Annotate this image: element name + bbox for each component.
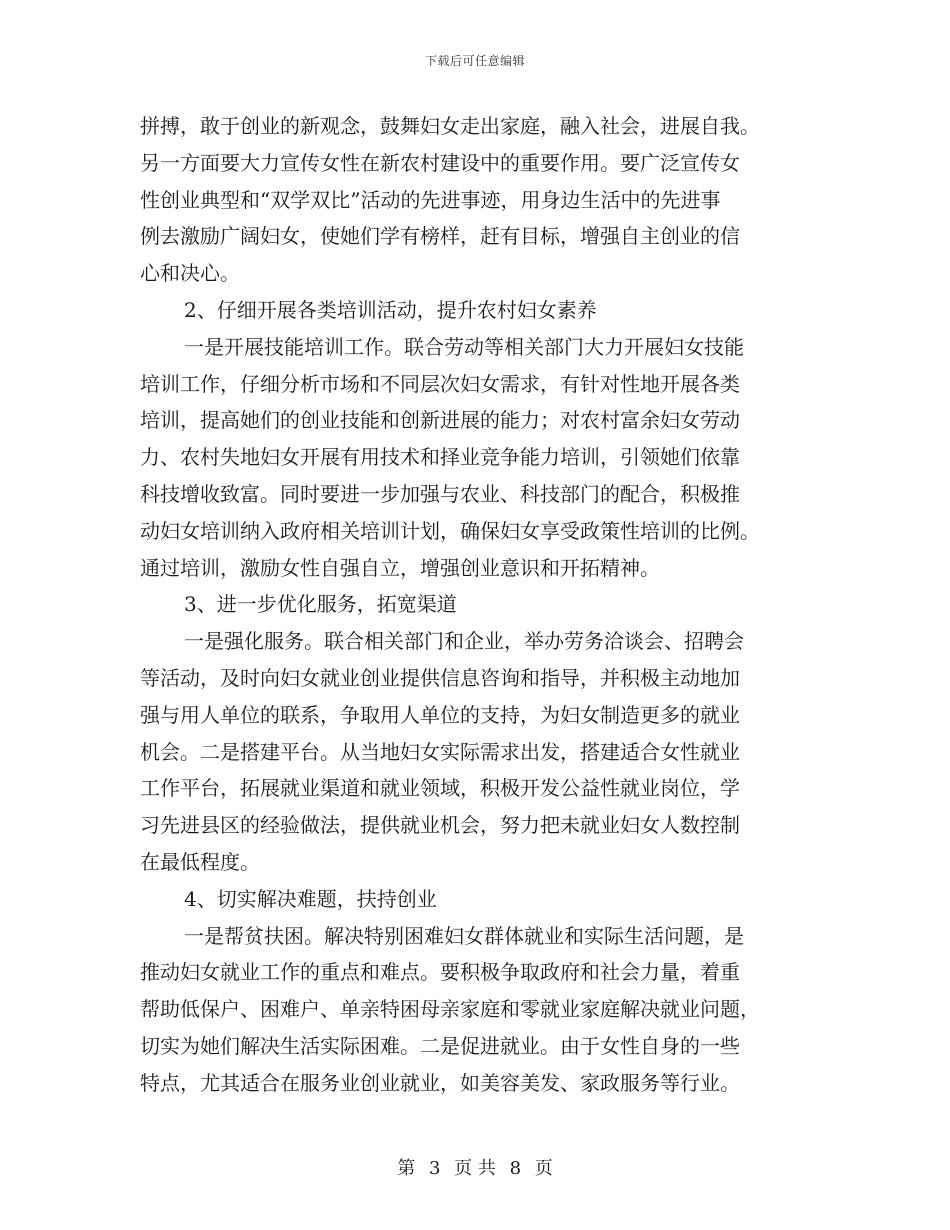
text-line: 例去激励广阔妇女，使她们学有榜样，赶有目标，增强自主创业的信 — [140, 224, 740, 249]
text-line: 特点，尤其适合在服务业创业就业，如美容美发、家政服务等行业。 — [140, 1070, 740, 1095]
text-line: 一是强化服务。联合相关部门和企业，举办劳务洽谈会、招聘会 — [184, 629, 744, 654]
section-heading — [140, 586, 820, 623]
text-line: 一是开展技能培训工作。联合劳动等相关部门大力开展妇女技能 — [184, 334, 744, 359]
text-line: 在最低程度。 — [140, 849, 260, 874]
footer-suffix: 页 — [534, 1158, 553, 1179]
document-body — [140, 108, 820, 1102]
paragraph — [140, 329, 820, 587]
text-line: 2、仔细开展各类培训活动，提升农村妇女素养 — [184, 297, 597, 322]
footer-prefix: 第 — [397, 1158, 416, 1179]
paragraph — [140, 918, 820, 1102]
text-line: 另一方面要大力宣传女性在新农村建设中的重要作用。要广泛宣传女 — [140, 150, 740, 175]
text-line: 习先进县区的经验做法，提供就业机会，努力把未就业妇女人数控制 — [140, 813, 740, 838]
text-line: 工作平台，拓展就业渠道和就业领域，积极开发公益性就业岗位，学 — [140, 776, 740, 801]
text-line: 4、切实解决难题，扶持创业 — [184, 886, 437, 911]
footer-page-number: 3 — [428, 1158, 441, 1179]
paragraph — [140, 108, 820, 292]
text-line: 3、进一步优化服务，拓宽渠道 — [184, 592, 457, 617]
text-line: 培训工作，仔细分析市场和不同层次妇女需求，有针对性地开展各类 — [140, 371, 740, 396]
text-line: 切实为她们解决生活实际困难。二是促进就业。由于女性自身的一些 — [140, 1033, 740, 1058]
footer-total-pages: 8 — [509, 1158, 522, 1179]
section-heading — [140, 292, 820, 329]
text-line: 心和决心。 — [140, 261, 240, 286]
text-line: 推动妇女就业工作的重点和难点。要积极争取政府和社会力量，着重 — [140, 960, 740, 985]
text-line: 一是帮贫扶困。解决特别困难妇女群体就业和实际生活问题，是 — [184, 923, 744, 948]
text-line: 培训，提高她们的创业技能和创新进展的能力；对农村富余妇女劳动 — [140, 408, 740, 433]
text-line: 机会。二是搭建平台。从当地妇女实际需求出发，搭建适合女性就业 — [140, 739, 740, 764]
text-line: 拼搏，敢于创业的新观念，鼓舞妇女走出家庭，融入社会，进展自我。 — [140, 114, 760, 138]
text-line: 通过培训，激励女性自强自立，增强创业意识和开拓精神。 — [140, 555, 660, 580]
paragraph — [140, 623, 820, 881]
text-line: 帮助低保户、困难户、单亲特困母亲家庭和零就业家庭解决就业问题， — [140, 997, 760, 1022]
page-footer — [0, 1154, 950, 1180]
text-line: 科技增收致富。同时要进一步加强与农业、科技部门的配合，积极推 — [140, 481, 740, 506]
text-line: 强与用人单位的联系，争取用人单位的支持，为妇女制造更多的就业 — [140, 702, 740, 727]
text-line: 力、农村失地妇女开展有用技术和择业竞争能力培训，引领她们依靠 — [140, 445, 740, 470]
text-line: 动妇女培训纳入政府相关培训计划，确保妇女享受政策性培训的比例。 — [140, 518, 760, 543]
page-header: 下载后可任意编辑 — [424, 54, 525, 68]
footer-middle: 页 共 — [454, 1158, 496, 1179]
section-heading — [140, 881, 820, 918]
text-line: 性创业典型和“双学双比”活动的先进事迹，用身边生活中的先进事 — [140, 187, 721, 212]
text-line: 等活动，及时向妇女就业创业提供信息咨询和指导，并积极主动地加 — [140, 665, 740, 690]
